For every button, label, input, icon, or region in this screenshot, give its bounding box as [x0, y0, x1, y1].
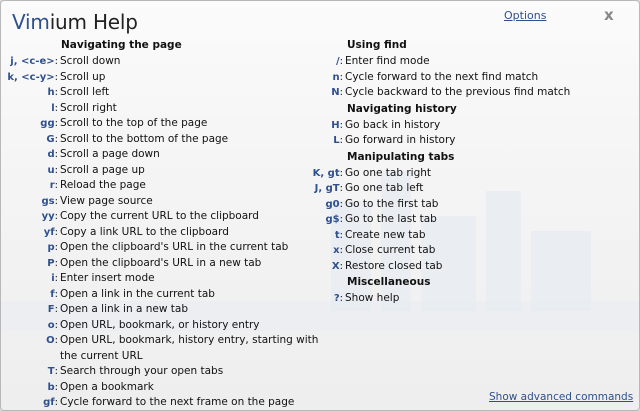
- command-key-text: J, gT: [314, 183, 340, 194]
- command-description: Close current tab: [345, 244, 436, 256]
- command-key-text: f: [50, 288, 55, 300]
- command-description: Open a link in a new tab: [60, 303, 188, 315]
- command-key-text: yf: [43, 226, 55, 238]
- command-key: [1, 163, 58, 179]
- command-key-text: g$: [325, 214, 340, 225]
- command-key: [1, 287, 58, 303]
- section-title-manipulating-tabs: Manipulating tabs: [347, 150, 455, 163]
- command-row: [306, 243, 636, 259]
- key-separator: :: [54, 257, 58, 269]
- title-rest: ium Help: [49, 10, 138, 34]
- key-separator: :: [339, 87, 343, 98]
- command-description: Scroll a page down: [60, 148, 160, 160]
- command-key-text: X: [331, 260, 340, 272]
- command-key: [306, 212, 343, 228]
- command-row: [306, 85, 636, 101]
- command-row: [1, 256, 331, 272]
- key-separator: :: [54, 397, 58, 408]
- command-description: Cycle forward to the next find match: [345, 70, 539, 83]
- key-separator: :: [54, 195, 58, 207]
- command-key-text: G: [46, 133, 55, 145]
- command-row: [306, 212, 636, 228]
- command-description: Open URL, bookmark, history entry, starting with the current URL: [60, 334, 319, 362]
- command-key-text: gf: [43, 397, 55, 408]
- command-description: Go back in history: [345, 118, 441, 131]
- key-separator: :: [339, 214, 343, 225]
- command-row: [306, 118, 636, 134]
- key-separator: :: [339, 293, 343, 304]
- key-separator: :: [54, 56, 58, 67]
- command-row: [1, 364, 331, 380]
- section-title-navigating-history: Navigating history: [347, 102, 457, 115]
- command-row: [1, 163, 331, 179]
- key-separator: :: [339, 245, 343, 256]
- key-separator: :: [54, 71, 58, 83]
- key-separator: :: [339, 167, 343, 179]
- command-row: [1, 287, 331, 303]
- key-separator: :: [339, 229, 343, 241]
- section-title-miscellaneous: Miscellaneous: [347, 276, 431, 288]
- command-row: [1, 147, 331, 163]
- key-separator: :: [54, 288, 58, 300]
- command-description: Cycle backward to the previous find match: [345, 86, 571, 98]
- command-key-text: r: [49, 180, 55, 191]
- command-description: Scroll left: [60, 86, 110, 98]
- command-key-text: F: [47, 304, 55, 315]
- command-key-text: l: [51, 102, 55, 114]
- command-description: Copy a link URL to the clipboard: [60, 225, 229, 238]
- command-key-text: T: [47, 366, 55, 377]
- command-description: Scroll up: [60, 70, 106, 83]
- command-key: [306, 291, 343, 307]
- command-row: [1, 318, 331, 334]
- show-advanced-commands-link[interactable]: Show advanced commands: [489, 391, 634, 403]
- command-description: Reload the page: [60, 179, 146, 191]
- command-row: [306, 228, 636, 244]
- command-description: Scroll right: [60, 101, 117, 114]
- command-description: View page source: [60, 194, 153, 207]
- command-key-text: N: [331, 87, 340, 98]
- key-separator: :: [339, 183, 343, 194]
- command-key: [1, 271, 58, 287]
- command-row: [306, 259, 636, 275]
- left-command-column: [1, 37, 331, 411]
- key-separator: :: [54, 211, 58, 222]
- key-separator: :: [339, 119, 343, 131]
- command-key-text: k, <c-y>: [7, 71, 55, 83]
- command-description: Scroll to the top of the page: [60, 117, 208, 129]
- command-row: [1, 178, 331, 194]
- key-separator: :: [54, 102, 58, 114]
- command-description: Open the clipboard's URL in the current tab: [60, 241, 289, 253]
- key-separator: :: [339, 56, 343, 67]
- key-separator: :: [54, 273, 58, 284]
- command-key-text: d: [47, 149, 55, 160]
- key-separator: :: [54, 118, 58, 129]
- key-separator: :: [54, 180, 58, 191]
- command-key: [306, 118, 343, 134]
- command-description: Restore closed tab: [345, 259, 443, 272]
- command-row: [306, 197, 636, 213]
- command-key-text: H: [331, 119, 340, 131]
- dialog-title: [12, 10, 138, 34]
- command-description: Open the clipboard's URL in a new tab: [60, 256, 262, 269]
- command-key-text: b: [47, 381, 55, 393]
- key-separator: :: [339, 71, 343, 83]
- command-key: [1, 395, 58, 411]
- key-separator: :: [54, 335, 58, 346]
- command-row: [306, 54, 636, 70]
- command-description: Scroll down: [60, 55, 121, 67]
- key-separator: :: [54, 226, 58, 238]
- command-row: [306, 70, 636, 86]
- command-key: [1, 209, 58, 225]
- command-row: [1, 395, 331, 411]
- command-row: [1, 333, 331, 364]
- command-key: [1, 178, 58, 194]
- key-separator: :: [54, 133, 58, 145]
- close-icon[interactable]: x: [604, 6, 614, 24]
- command-description: Scroll to the bottom of the page: [60, 132, 229, 145]
- command-description: Copy the current URL to the clipboard: [60, 210, 259, 222]
- command-key-text: gg: [40, 118, 55, 129]
- command-key: [306, 85, 343, 101]
- command-key-text: K, gt: [312, 167, 340, 179]
- command-key-text: g0: [325, 198, 340, 210]
- command-key: [1, 364, 58, 380]
- key-separator: :: [54, 242, 58, 253]
- command-row: [1, 302, 331, 318]
- command-description: Show help: [345, 292, 400, 304]
- command-key: [1, 147, 58, 163]
- command-row: [1, 54, 331, 70]
- command-row: [306, 166, 636, 182]
- command-key: [1, 318, 58, 334]
- command-key: [306, 197, 343, 213]
- command-key: [1, 225, 58, 241]
- command-key-text: x: [333, 245, 340, 256]
- key-separator: :: [339, 198, 343, 210]
- command-key: [1, 256, 58, 272]
- command-row: [306, 291, 636, 307]
- command-description: Go one tab right: [345, 166, 431, 179]
- command-key-text: j, <c-e>: [10, 56, 55, 67]
- command-key: [1, 132, 58, 148]
- title-vim: Vim: [12, 10, 50, 34]
- command-row: [306, 181, 636, 197]
- command-key-text: ?: [333, 293, 340, 304]
- command-row: [1, 240, 331, 256]
- key-separator: :: [54, 87, 58, 98]
- command-row: [1, 225, 331, 241]
- command-description: Enter find mode: [345, 55, 430, 67]
- command-key-text: h: [47, 87, 55, 98]
- command-description: Search through your open tabs: [60, 365, 224, 377]
- command-description: Go one tab left: [345, 182, 424, 194]
- key-separator: :: [54, 149, 58, 160]
- command-key-text: P: [47, 257, 55, 269]
- command-description: Open a bookmark: [60, 380, 154, 393]
- command-key-text: yy: [41, 211, 55, 222]
- options-link[interactable]: Options: [504, 9, 547, 22]
- command-key-text: L: [333, 135, 340, 146]
- command-key: [306, 70, 343, 86]
- command-row: [1, 209, 331, 225]
- command-description: Open a link in the current tab: [60, 287, 215, 300]
- command-key: [1, 116, 58, 132]
- command-description: Enter insert mode: [60, 272, 155, 284]
- key-separator: :: [54, 319, 58, 331]
- key-separator: :: [54, 381, 58, 393]
- command-key-text: gs: [41, 195, 55, 207]
- key-separator: :: [54, 366, 58, 377]
- command-key: [306, 228, 343, 244]
- command-key: [306, 54, 343, 70]
- command-row: [306, 133, 636, 149]
- command-key: [1, 54, 58, 70]
- command-description: Go to the first tab: [345, 197, 439, 210]
- command-key-text: o: [47, 319, 55, 331]
- command-description: Open URL, bookmark, or history entry: [60, 318, 260, 331]
- key-separator: :: [339, 260, 343, 272]
- command-row: [1, 271, 331, 287]
- command-key-text: /: [335, 56, 340, 67]
- command-row: [1, 132, 331, 148]
- command-description: Scroll a page up: [60, 163, 145, 176]
- key-separator: :: [54, 304, 58, 315]
- command-row: [1, 101, 331, 117]
- command-description: Go forward in history: [345, 134, 456, 146]
- key-separator: :: [339, 135, 343, 146]
- command-row: [1, 116, 331, 132]
- command-key: [1, 101, 58, 117]
- command-key: [306, 259, 343, 275]
- command-key: [1, 194, 58, 210]
- command-key-text: t: [334, 229, 340, 241]
- command-description: Create new tab: [345, 228, 426, 241]
- command-key: [1, 333, 58, 349]
- command-description: Cycle forward to the next frame on the page: [60, 396, 295, 408]
- command-key-text: p: [47, 242, 55, 253]
- command-key: [306, 166, 343, 182]
- key-separator: :: [54, 164, 58, 176]
- section-title-using-find: Using find: [347, 39, 407, 51]
- command-key-text: O: [46, 335, 55, 346]
- command-key: [1, 85, 58, 101]
- command-row: [1, 70, 331, 86]
- command-key: [1, 70, 58, 86]
- command-key: [306, 133, 343, 149]
- right-command-column: [306, 37, 636, 307]
- command-key: [1, 302, 58, 318]
- command-description: Go to the last tab: [345, 213, 437, 225]
- section-title-navigating-the-page: Navigating the page: [61, 39, 182, 51]
- command-key-text: u: [47, 164, 55, 176]
- command-key: [1, 380, 58, 396]
- command-row: [1, 194, 331, 210]
- command-key: [306, 243, 343, 259]
- command-key-text: i: [51, 273, 55, 284]
- command-row: [1, 380, 331, 396]
- command-row: [1, 85, 331, 101]
- command-key: [306, 181, 343, 197]
- command-key-text: n: [332, 71, 340, 83]
- command-key: [1, 240, 58, 256]
